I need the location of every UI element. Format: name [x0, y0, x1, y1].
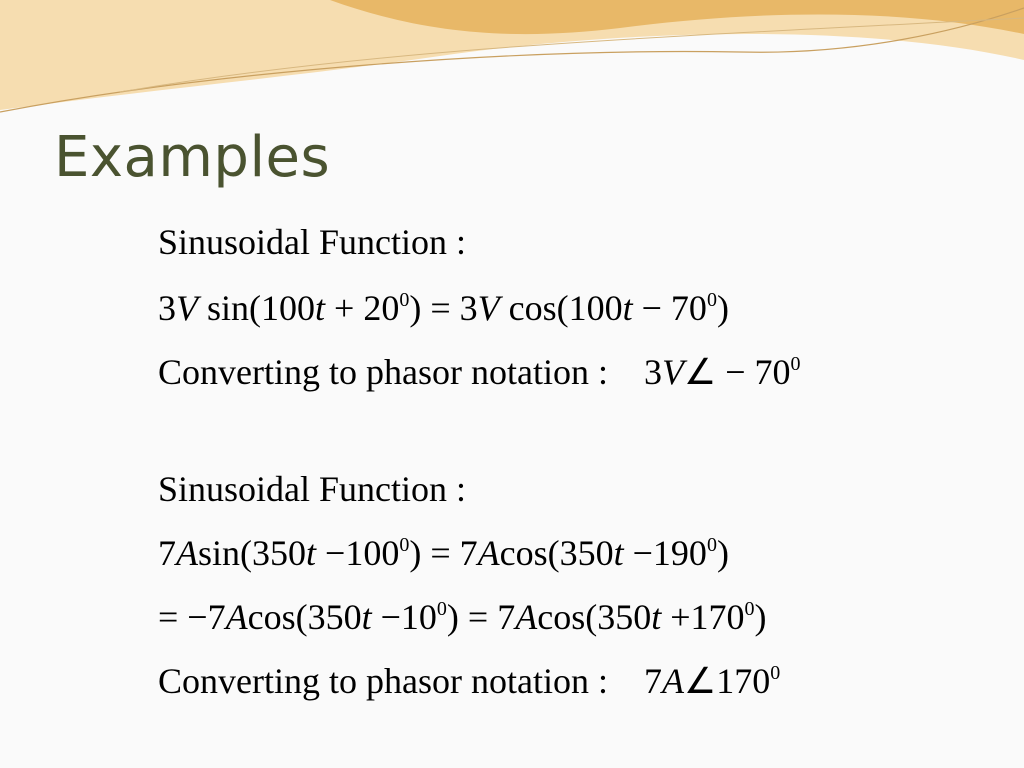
eq-part: ) = 7	[446, 597, 516, 637]
example1-equation	[158, 290, 729, 326]
eq-part: t	[361, 597, 372, 637]
eq-part: −100	[316, 533, 400, 573]
eq-superscript: 0	[399, 534, 410, 556]
phasor-superscript: 0	[790, 353, 801, 375]
eq-part: sin(100	[198, 288, 315, 328]
eq-superscript: 0	[744, 598, 755, 620]
eq-part: −10	[371, 597, 437, 637]
eq-superscript: 0	[706, 534, 717, 556]
eq-part: cos(350	[537, 597, 652, 637]
eq-part: A	[176, 533, 198, 573]
eq-part: V	[176, 288, 198, 328]
eq-part: )	[716, 288, 729, 328]
example2-equation-2	[158, 599, 767, 635]
eq-superscript: 0	[706, 289, 717, 311]
phasor-part: A	[661, 661, 684, 701]
eq-part: = −7	[158, 597, 226, 637]
phasor-part: 3	[643, 352, 662, 392]
phasor-part: V	[661, 352, 684, 392]
eq-part: cos(350	[247, 597, 362, 637]
eq-part: +170	[661, 597, 745, 637]
phasor-label: Converting to phasor notation :	[158, 352, 608, 392]
eq-part: )	[716, 533, 729, 573]
example2-phasor-line	[158, 663, 780, 699]
eq-part: A	[515, 597, 538, 637]
phasor-label: Converting to phasor notation :	[158, 661, 608, 701]
eq-part: t	[651, 597, 662, 637]
phasor-superscript: 0	[770, 662, 781, 684]
eq-part: cos(350	[499, 533, 614, 573]
eq-part: t	[306, 533, 317, 573]
eq-part: cos(100	[499, 288, 623, 328]
eq-superscript: 0	[436, 598, 447, 620]
phasor-part: 7	[643, 661, 662, 701]
eq-part: ) = 3	[409, 288, 478, 328]
phasor-part: ∠ − 70	[683, 352, 791, 392]
eq-part: −190	[623, 533, 707, 573]
eq-part: t	[613, 533, 624, 573]
eq-part: )	[754, 597, 767, 637]
eq-part: ) = 7	[409, 533, 478, 573]
eq-part: − 70	[632, 288, 707, 328]
eq-part: A	[477, 533, 500, 573]
slide-title: Examples	[54, 125, 331, 190]
example2-label: Sinusoidal Function :	[158, 469, 467, 509]
eq-part: 3	[158, 288, 176, 328]
eq-part: + 20	[325, 288, 400, 328]
eq-part: V	[477, 288, 500, 328]
example1-phasor-line	[158, 354, 801, 390]
eq-part: t	[622, 288, 633, 328]
eq-part: 7	[158, 533, 176, 573]
phasor-part: ∠170	[683, 661, 771, 701]
eq-superscript: 0	[399, 289, 410, 311]
example1-label: Sinusoidal Function :	[158, 222, 467, 262]
eq-part: t	[315, 288, 326, 328]
eq-part: A	[225, 597, 248, 637]
decorative-banner	[0, 0, 1024, 130]
eq-part: sin(350	[198, 533, 306, 573]
example2-equation-1	[158, 535, 729, 571]
